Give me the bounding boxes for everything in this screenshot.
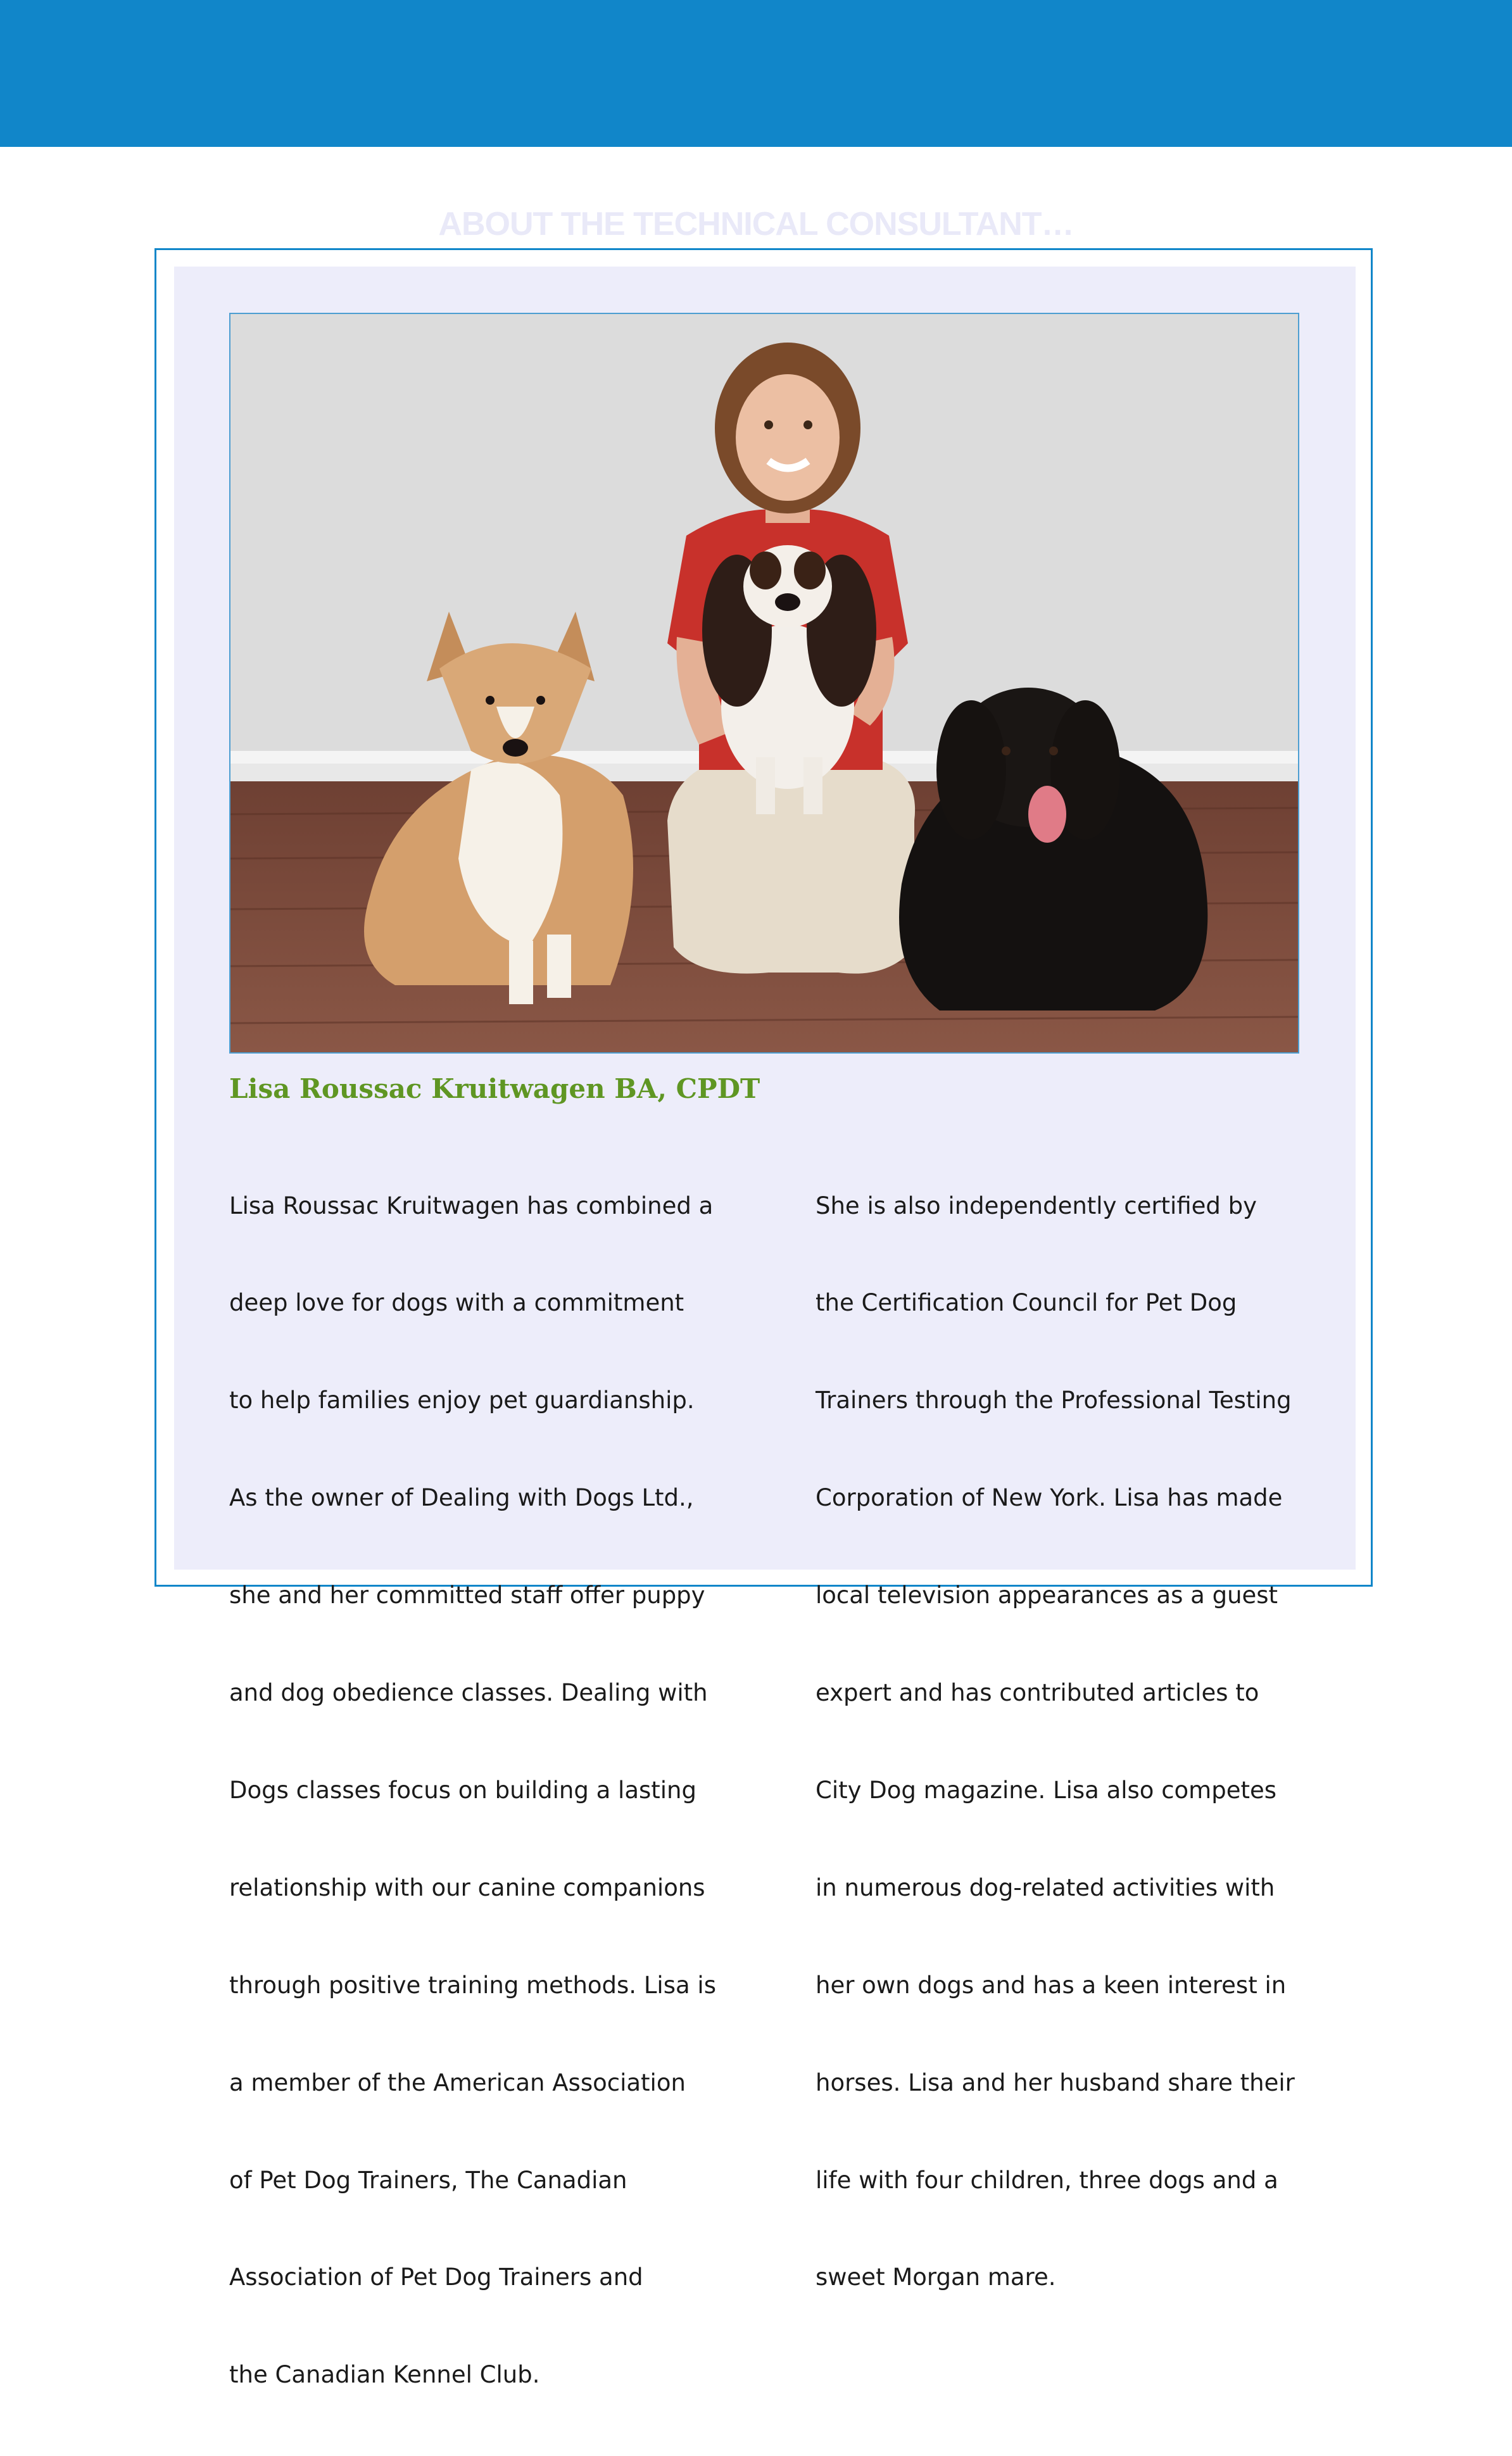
top-color-band: [0, 0, 1512, 147]
bio-line: horses. Lisa and her husband share their: [816, 2069, 1295, 2096]
bio-line: Association of Pet Dog Trainers and: [229, 2264, 643, 2291]
bio-line: local television appearances as a guest: [816, 1582, 1278, 1609]
photo-illustration: [230, 314, 1298, 1052]
bio-line: sweet Morgan mare.: [816, 2264, 1056, 2291]
bio-column-right: [816, 1124, 1297, 2358]
consultant-name: Lisa Roussac Kruitwagen BA, CPDT: [229, 1073, 760, 1104]
bio-line: Trainers through the Professional Testing: [816, 1387, 1292, 1414]
bio-line: and dog obedience classes. Dealing with: [229, 1679, 708, 1707]
bio-line: in numerous dog-related activities with: [816, 1873, 1275, 1901]
bio-line: to help families enjoy pet guardianship.: [229, 1387, 695, 1414]
consultant-photo: [229, 313, 1299, 1054]
bio-line: City Dog magazine. Lisa also competes: [816, 1776, 1277, 1804]
bio-line: relationship with our canine companions: [229, 1873, 705, 1901]
bio-line: Dogs classes focus on building a lasting: [229, 1776, 696, 1804]
bio-line: Lisa Roussac Kruitwagen has combined a: [229, 1192, 714, 1219]
bio-line: life with four children, three dogs and a: [816, 2166, 1278, 2194]
bio-line: As the owner of Dealing with Dogs Ltd.,: [229, 1484, 694, 1512]
bio-line: a member of the American Association: [229, 2069, 686, 2096]
bio-line: the Certification Council for Pet Dog: [816, 1289, 1237, 1317]
section-heading: ABOUT THE TECHNICAL CONSULTANT…: [438, 206, 1074, 242]
bio-line: the Canadian Kennel Club.: [229, 2361, 540, 2389]
bio-line: she and her committed staff offer puppy: [229, 1582, 705, 1609]
bio-line: She is also independently certified by: [816, 1192, 1257, 1219]
bio-line: through positive training methods. Lisa is: [229, 1971, 716, 1999]
bio-line: deep love for dogs with a commitment: [229, 1289, 684, 1317]
bio-line: Corporation of New York. Lisa has made: [816, 1484, 1283, 1512]
bio-line: expert and has contributed articles to: [816, 1679, 1259, 1707]
bio-column-left: [229, 1124, 716, 2456]
bio-line: of Pet Dog Trainers, The Canadian: [229, 2166, 627, 2194]
bio-line: her own dogs and has a keen interest in: [816, 1971, 1287, 1999]
